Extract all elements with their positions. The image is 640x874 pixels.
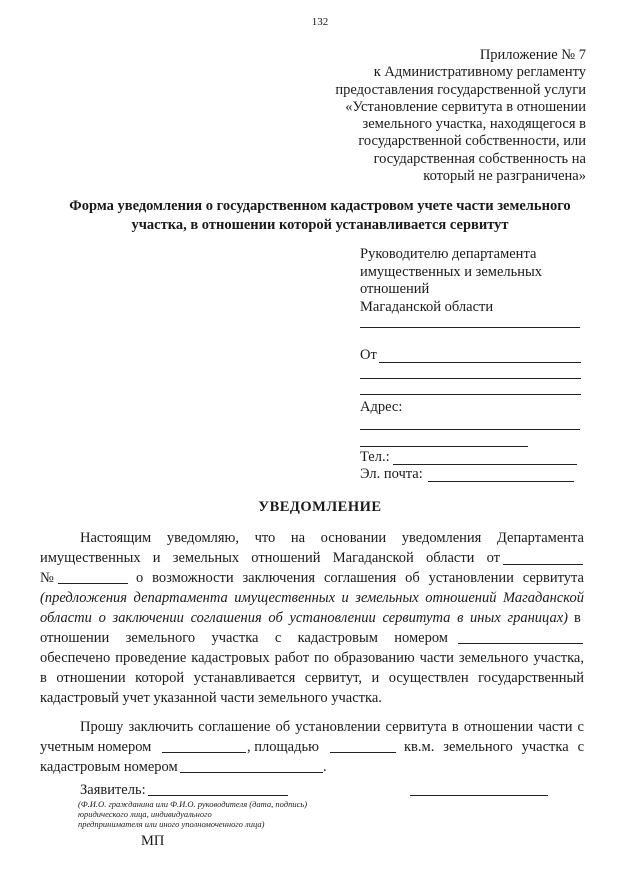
addressee-line: имущественных и земельных xyxy=(360,263,543,280)
form-title xyxy=(0,197,640,234)
notice-date-field[interactable] xyxy=(503,564,583,565)
p1-line5-end: в xyxy=(574,610,581,626)
area-field[interactable] xyxy=(330,752,396,753)
stamp-place: МП xyxy=(141,833,165,849)
appendix-line: который не разграничена» xyxy=(423,168,586,185)
appendix-line: государственная собственность на xyxy=(373,150,586,167)
notice-heading: УВЕДОМЛЕНИЕ xyxy=(258,499,382,515)
from-field-line-3[interactable] xyxy=(360,394,581,395)
cadastral-number-field[interactable] xyxy=(458,643,583,644)
applicant-note-line2: юридического лица, индивидуального xyxy=(78,809,212,819)
address-field-line-2[interactable] xyxy=(360,446,528,447)
p1-line5: области о заключении соглашения об установлении сервитута в иных границах) xyxy=(40,610,568,626)
from-field-line-2[interactable] xyxy=(360,378,581,379)
p2-line2-b: , площадью xyxy=(247,739,319,755)
p1-line3: о возможности заключения соглашения об установлении сервитута xyxy=(136,570,584,586)
appendix-line: к Административному регламенту xyxy=(373,64,586,81)
p1-line6: отношении земельного участка с кадастровым номером xyxy=(40,630,448,646)
addressee-name-field[interactable] xyxy=(360,327,580,328)
address-field[interactable] xyxy=(360,429,580,430)
p2-line2-a: учетным номером xyxy=(40,739,152,755)
p1-line7: обеспечено проведение кадастровых работ по образованию части земельного участка, xyxy=(40,650,584,666)
applicant-note-line1: (Ф.И.О. гражданина или Ф.И.О. руководителя (дата, подпись) xyxy=(78,799,308,809)
applicant-name-field[interactable] xyxy=(148,795,288,796)
notice-number-field[interactable] xyxy=(58,583,128,584)
address-label: Адрес: xyxy=(360,399,403,415)
p1-line2: имущественных и земельных отношений Магаданской области от xyxy=(40,550,500,566)
p1-line9: кадастровый учет указанной части земельного участка. xyxy=(40,690,382,706)
account-number-field[interactable] xyxy=(162,752,246,753)
date-signature-field[interactable] xyxy=(410,795,548,796)
addressee-line: Руководителю департамента xyxy=(360,246,537,262)
page-number: 132 xyxy=(311,16,329,28)
p1-line1: Настоящим уведомляю, что на основании уведомления Департамента xyxy=(80,530,584,546)
p2-line3-b: . xyxy=(323,759,327,775)
p1-number-sign: № xyxy=(40,570,54,586)
phone-field[interactable] xyxy=(393,464,577,465)
addressee-line: Магаданской области xyxy=(360,298,494,315)
p2-line3-a: кадастровым номером xyxy=(40,759,178,775)
form-title-line: Форма уведомления о государственном кадастровом учете части земельного xyxy=(69,198,571,214)
from-field[interactable] xyxy=(379,362,581,363)
p1-line8: в отношении которой устанавливается сервитут, и осуществлен государственный xyxy=(40,670,584,686)
form-title-line: участка, в отношении которой устанавливается сервитут xyxy=(131,216,509,233)
appendix-line: «Установление сервитута в отношении xyxy=(345,98,586,115)
addressee-line: отношений xyxy=(360,281,430,297)
appendix-line: земельного участка, находящегося в xyxy=(362,116,586,133)
applicant-note-line3: предпринимателя или иного уполномоченного лица) xyxy=(78,819,265,829)
from-label: От xyxy=(360,347,377,363)
addressee-block xyxy=(360,246,542,316)
applicant-label: Заявитель: xyxy=(80,782,146,798)
p1-line4: (предложения департамента имущественных и земельных отношений Магаданской xyxy=(40,590,584,606)
phone-label: Тел.: xyxy=(360,449,390,465)
p2-line2-c: кв.м. земельного участка с xyxy=(404,739,584,755)
appendix-line: Приложение № 7 xyxy=(479,47,586,63)
appendix-line: государственной собственности, или xyxy=(358,133,586,150)
cadastral-number-field-2[interactable] xyxy=(180,772,323,773)
email-label: Эл. почта: xyxy=(360,466,423,482)
appendix-line: предоставления государственной услуги xyxy=(335,81,586,98)
p2-line1: Прошу заключить соглашение об установлении сервитута в отношении части с xyxy=(80,719,584,735)
email-field[interactable] xyxy=(428,481,574,482)
appendix-header xyxy=(335,47,586,185)
